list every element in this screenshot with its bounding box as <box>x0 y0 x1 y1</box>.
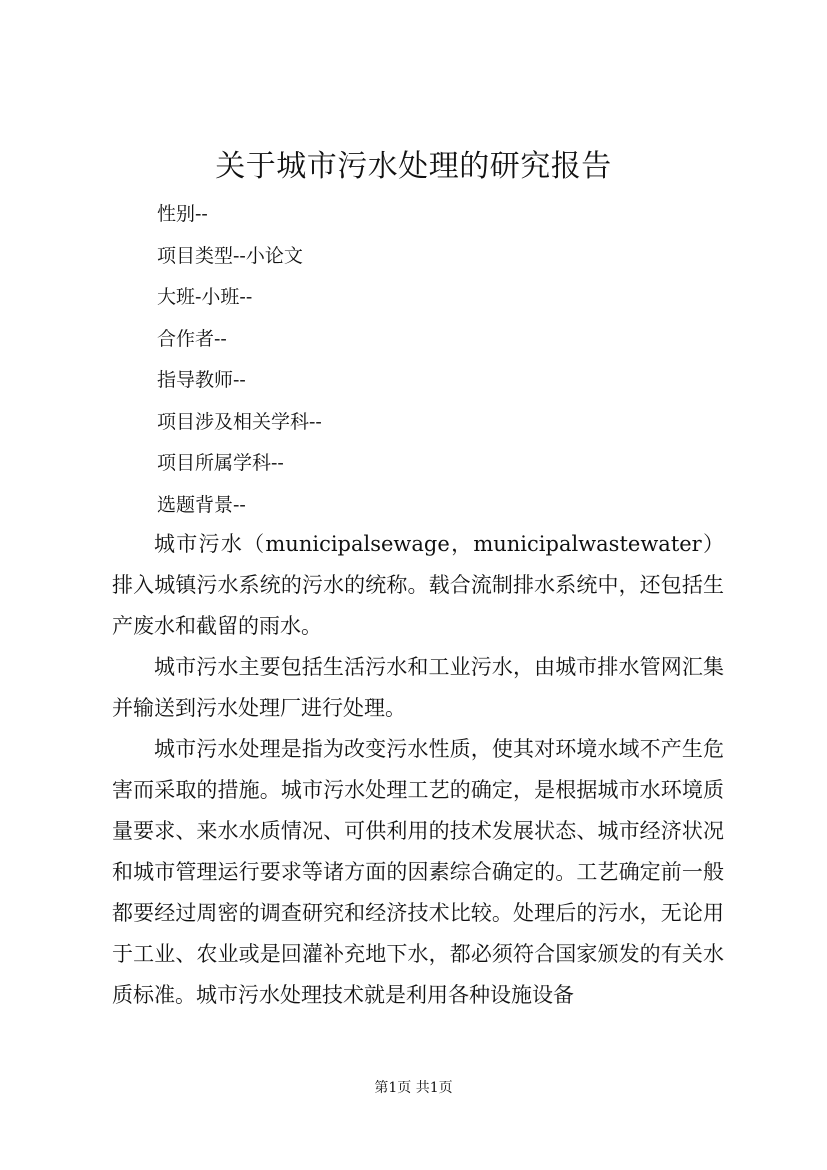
meta-line-project-type: 项目类型--小论文 <box>157 244 303 267</box>
document-title: 关于城市污水处理的研究报告 <box>215 149 612 184</box>
body-paragraph: 城市污水处理是指为改变污水性质，使其对环境水域不产生危害而采取的措施。城市污水处理工艺的确定，是根据城市水环境质量要求、来水水质情况、可供利用的技术发展状态、城市经济状况和城市管理运行要求等诸方面的因素综合确定的。工艺确定前一般都要经过周密的调查研究和经济技术比较。处理后的污水，无论用于工业、农业或是回灌补充地下水，都必须符合国家颁发的有关水质标准。城市污水处理技术就是利用各种设施设备 <box>112 737 724 1007</box>
body-paragraph: 城市污水（municipalsewage，municipalwastewater）排入城镇污水系统的污水的统称。载合流制排水系统中，还包括生产废水和截留的雨水。 <box>112 532 724 638</box>
body-paragraph: 城市污水主要包括生活污水和工业污水，由城市排水管网汇集并输送到污水处理厂进行处理。 <box>112 655 724 720</box>
meta-line-gender: 性别-- <box>157 203 208 225</box>
meta-line-collaborator: 合作者-- <box>157 327 227 350</box>
meta-line-class: 大班-小班-- <box>157 286 253 308</box>
meta-line-discipline: 项目所属学科-- <box>157 452 284 474</box>
project-info-list <box>157 194 322 526</box>
meta-line-related-disciplines: 项目涉及相关学科-- <box>157 410 322 433</box>
document-body <box>112 524 724 1016</box>
meta-line-background: 选题背景-- <box>157 493 246 516</box>
page-footer <box>0 1078 827 1098</box>
meta-line-advisor: 指导教师-- <box>157 369 246 391</box>
page-number: 第1页 共1页 <box>374 1080 453 1096</box>
